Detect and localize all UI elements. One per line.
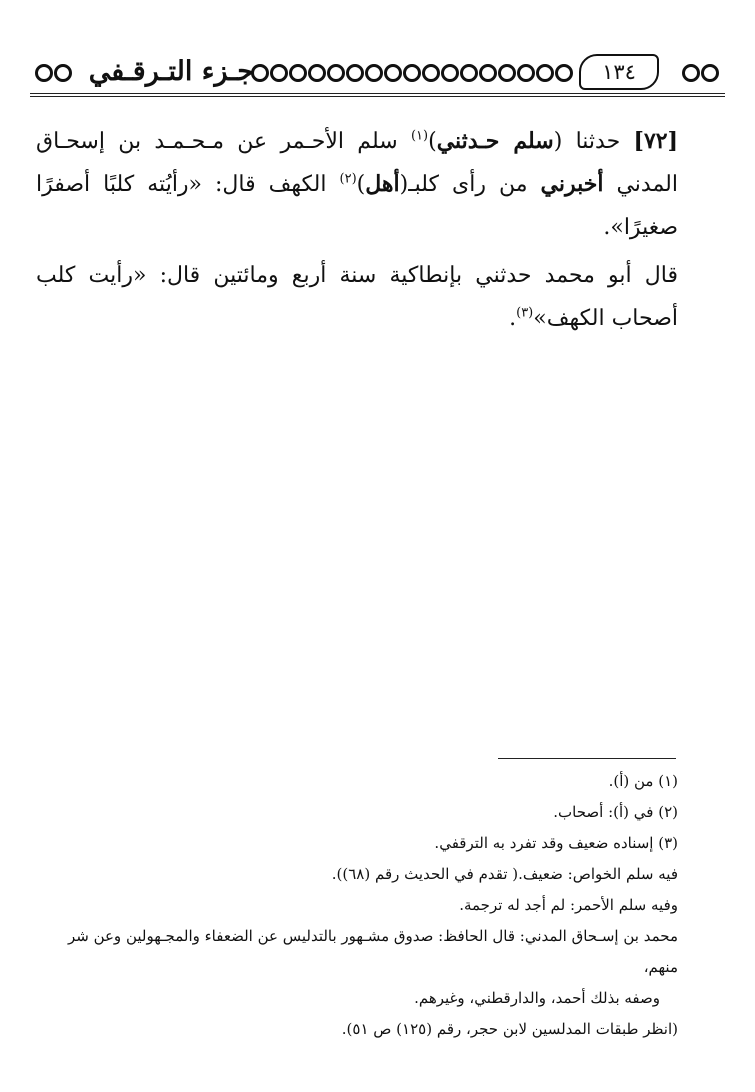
footnote-ref-2[interactable]: (٢) bbox=[339, 171, 357, 187]
text-span: ) bbox=[428, 129, 437, 154]
footnote-separator bbox=[498, 758, 676, 759]
footnote-ref-1[interactable]: (١) bbox=[410, 128, 429, 144]
text-span-bold: أخبرني bbox=[540, 171, 604, 197]
text-span: قال أبو محمد حدثني بإنطاكية سنة أربع ومائتين قال: «رأيت كلب أصحاب الكهف» bbox=[36, 263, 678, 331]
hadith-number: [٧٢] bbox=[633, 128, 678, 154]
footnote-ref-3[interactable]: (٣) bbox=[516, 305, 534, 321]
text-span: حدثنا ( bbox=[553, 129, 621, 154]
ornament-left-icon bbox=[34, 64, 72, 88]
text-span-bold: سلم حـدثني bbox=[436, 128, 554, 154]
footnote-1: (١) من (أ). bbox=[608, 772, 678, 790]
header-rule-thin bbox=[30, 96, 725, 97]
hadith-paragraph bbox=[36, 120, 678, 249]
ornament-right-icon bbox=[681, 64, 719, 88]
footnote-3-line: (انظر طبقات المدلسين لابن حجر، رقم (١٢٥) ص ٥١). bbox=[341, 1020, 678, 1038]
text-span: الكهف قال: «رأيُته كلبًا أصفرًا صغيرًا». bbox=[36, 172, 678, 240]
footnote-2: (٢) في (أ): أصحاب. bbox=[553, 803, 678, 821]
footnote-3-line: وصفه بذلك أحمد، والدارقطني، وغيرهم. bbox=[414, 989, 660, 1007]
running-title: جـزء التـرقـفي bbox=[88, 56, 254, 87]
narration-paragraph bbox=[36, 254, 678, 340]
page-number: ١٣٤ bbox=[579, 54, 659, 90]
header-rule bbox=[30, 93, 725, 94]
footnote-3: (٣) إسناده ضعيف وقد تفرد به الترقفي. bbox=[434, 834, 678, 852]
footnotes bbox=[32, 766, 678, 1045]
ornament-chain-icon bbox=[250, 64, 573, 88]
page-header bbox=[30, 52, 725, 98]
text-span: ) bbox=[356, 172, 366, 197]
text-span: من رأى كلبـ( bbox=[399, 172, 541, 197]
text-span-bold: أهل bbox=[365, 171, 400, 197]
footnote-3-line: محمد بن إسـحاق المدني: قال الحافظ: صدوق مشـهور بالتدليس عن الضعفاء والمجـهولين وعن شر منهم، bbox=[67, 927, 678, 976]
text-span: سلم الأحـمر عن مـحـمـد بن إسحـاق المدني bbox=[36, 129, 678, 197]
footnote-3-line: فيه سلم الخواص: ضعيف.( تقدم في الحديث رقم (٦٨)). bbox=[331, 865, 678, 883]
footnote-3-line: وفيه سلم الأحمر: لم أجد له ترجمة. bbox=[459, 896, 678, 914]
main-text bbox=[36, 120, 678, 345]
text-span: . bbox=[509, 306, 517, 331]
